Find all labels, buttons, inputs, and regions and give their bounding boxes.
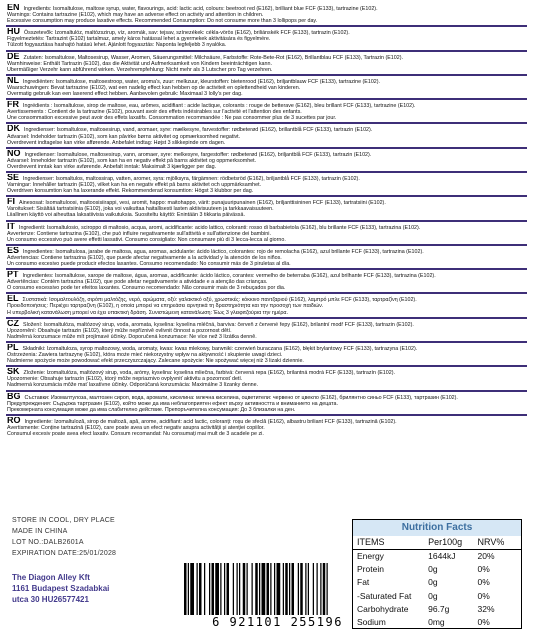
ingredients-text: Предупреждения: Съдържа тартразин (E102), който може да има неблагоприятен ефект върху активността и вниманието на децата.	[7, 400, 338, 407]
barcode-bar	[267, 563, 270, 615]
barcode-bar	[262, 563, 266, 615]
ingredients-text: Übermäßiger Verzehr kann abführend wirken. Verzehrempfehlung: Nicht mehr als 3 Lutscher pro Tag verzehren.	[7, 66, 273, 73]
language-code: RO	[7, 416, 21, 425]
language-code: SE	[7, 173, 20, 182]
barcode-bar	[190, 563, 194, 615]
ingredients-text: Ingrediente: Izomaltuloză, sirop de maltoză, apă, arome, acidifiant: acid lactic, coloranți: roșu de sfeclă (E162), albastru briliant FCF (E133), tartrazină (E102).	[24, 418, 397, 425]
ingredients-text: Složení: Isomaltulóza, maltózový sirup, voda, aromata, kyselina: kyselina mléčná, barviva: červeň z červené řepy (E162), brilantní modř FCF (E133), tartrazin (E102).	[23, 321, 414, 328]
country-of-origin: MADE IN CHINA	[12, 528, 68, 535]
language-code: SK	[7, 368, 20, 377]
barcode-bar	[243, 563, 246, 615]
ingredients-block-es	[6, 246, 527, 270]
language-code: EN	[7, 4, 20, 12]
ingredients-text: Excessive consumption may produce laxative effects. Recommended Consumption: Do not consume more than 3 lollipops per day.	[7, 18, 318, 25]
nutrition-header-nrv: NRV%	[477, 537, 505, 547]
language-code: CZ	[7, 319, 19, 328]
expiration-date: EXPIRATION DATE:25/01/2028	[12, 550, 117, 557]
barcode-bar	[239, 563, 240, 615]
nutrition-row	[353, 603, 521, 616]
ingredients-text: Waarschuwingen: Bevat tartrazine (E102), wat een nadelig effect kan hebben op de activiteit en oplettendheid van kinderen.	[7, 84, 301, 91]
barcode-bar	[199, 563, 202, 615]
barcode-bar	[327, 563, 328, 619]
ingredients-block-fi	[6, 197, 527, 221]
ingredients-text: Nadmerná konzumácia môže mať laxatívne účinky. Odporúčaná konzumácia: Maximálne 3 lízanky denne.	[7, 382, 259, 389]
ingredients-text: Η υπερβολική κατανάλωση μπορεί να έχει υπακτική δράση. Συνιστώμενη κατανάλωση: Έως 3 γλειφιτζούρια την ημέρα.	[7, 309, 288, 316]
ingredients-text: Ingredientes: Isomaltulose, xarope de maltose, água, aromas, acidificante: ácido láctico, corantes: vermelho de beterraba (E162), azul brilhante FCF (E133), tartrazina (E102).	[22, 273, 436, 280]
lot-number: LOT NO.:DALB2601A	[12, 539, 84, 546]
ingredients-block-de	[6, 52, 527, 76]
company-info	[12, 572, 172, 605]
ingredients-text: Ingredienser: Isomaltulos, maltossirap, vatten, aromer, syra: mjölksyra, färgämnen: rödbetsröd (E162), briljantblå FCF (E133), tartrazin (E102).	[23, 175, 360, 182]
ingredients-text: Συστατικά: Ισομαλτουλόζη, σιρόπι μαλτόζης, νερό, αρώματα, οξύ: γαλακτικό οξύ, χρωστικές: κόκκινο παντζαριού (E162), λαμπρό μπλε FCF (E133), ταρτραζίνη (E102).	[22, 297, 417, 304]
nutrition-row	[353, 563, 521, 576]
ingredients-text: Liiallinen käyttö voi aiheuttaa laksatiivisia vaikutuksia. Suositeltu käyttö: Enintään 3 tikkaria päivässä.	[7, 212, 245, 219]
ingredients-text: Zloženie: Izomaltulóza, maltózový sirup, voda, arómy, kyselina: kyselina mliečna, farbivá: červená repa (E162), brilantná modrá FCF (E133), tartrazín (E102).	[23, 370, 395, 377]
language-code: FR	[7, 101, 19, 110]
storage-instruction: STORE IN COOL, DRY PLACE	[12, 517, 115, 524]
ingredients-line	[7, 125, 525, 133]
barcode-bar	[220, 563, 221, 615]
barcode-bar	[285, 563, 288, 615]
nutrition-header-per100g: Per100g	[428, 537, 463, 547]
ingredients-text: Advertências: Contém tartrazina (E102), que pode afetar negativamente a atividade e a atenção das crianças.	[7, 279, 268, 286]
ingredients-text: Avertissements : Contient de la tartrazine (E102), pouvant avoir des effets indésirables sur l'activité et l'attention des enfants.	[7, 109, 302, 116]
language-code: ES	[7, 246, 20, 255]
barcode-bar	[197, 563, 198, 615]
language-code: FI	[7, 198, 15, 207]
nutrition-row	[353, 550, 521, 563]
ingredients-text: Ingredienti: Isomaltulosio, sciroppo di maltosio, acqua, aromi, acidificante: acido lattico, coloranti: rosso di barbabietola (E162), blu brillante FCF (E133), tartrazina (E102).	[19, 224, 421, 231]
ingredients-text: Ingredienser: Isomaltulose, maltosesirup, vand, aromaer, syre: mælkesyre, farvestoffer: rødbeterød (E162), brillantblå FCF (E133), tartrazin (E102).	[24, 127, 373, 134]
ingredients-text: Nadmierne spożycie może powodować efekt przeczyszczający. Zalecane spożycie: Nie spożywać więcej niż 3 lizaki dziennie.	[7, 358, 304, 365]
ingredients-line	[7, 150, 525, 158]
ingredients-line	[7, 91, 525, 97]
barcode-bar	[283, 563, 284, 615]
ingredients-text: Ainesosat: Isomaltuloosi, maltoosisiirappi, vesi, aromit, happo: maitohappo, värit: punajuuripunainen (E162), briljanttisininen FCF (E133), tartratsiini (E102).	[19, 200, 386, 207]
barcode-bar	[270, 563, 271, 615]
nutrition-per100g: 0mg	[428, 616, 445, 627]
ingredients-line	[7, 67, 525, 73]
ingredients-text: Összetevők: Izomaltulóz, maltózszirup, víz, aromák, sav: tejsav, színezékek: cékla-vörös (E162), briliánskék FCF (E133), tartrazin (E102).	[24, 30, 350, 37]
ingredients-text: Overdrevent indtagelse kan virke afførende. Anbefalet indtag: Højst 3 slikkepinde om dagen.	[7, 139, 226, 146]
ingredients-text: Προειδοποιήσεις: Περιέχει ταρτραζίνη (E102), η οποία μπορεί να επηρεάσει αρνητικά τη δραστηριότητα και την προσοχή των παιδιών.	[7, 303, 324, 310]
ingredients-text: Advarsel: Inneholder tartrazin (E102), som kan ha en negativ effekt på barns aktivitet og oppmerksomhet.	[7, 157, 257, 164]
language-code: DK	[7, 125, 20, 134]
ingredients-line	[7, 431, 525, 437]
ingredients-block-it	[6, 222, 527, 246]
ingredients-line	[7, 188, 525, 194]
nutrition-nrv: 20%	[477, 551, 495, 561]
ingredients-panel	[6, 3, 527, 501]
nutrition-rows	[353, 550, 521, 629]
nutrition-row	[353, 616, 521, 629]
ingredients-block-en	[6, 3, 527, 27]
ingredients-line	[7, 101, 525, 109]
ingredients-text: Consumul excesiv poate avea efect laxativ. Consum recomandat: Nu consumați mai mult de 3 acadele pe zi.	[7, 430, 264, 437]
ingredients-text: Ingredienser: Isomaltulose, maltosesirup, vann, aromaer, syre: melkesyre, fargestoffer: rødbeterød (E162), briljantblå FCF (E133), tartrazin (E102).	[24, 151, 372, 158]
nutrition-item: Carbohydrate	[357, 603, 409, 614]
ingredients-text: Un consumo excesivo puede producir efectos laxantes. Consumo recomendado: No consumir más de 3 piruletas al día.	[7, 261, 291, 267]
ingredients-line	[7, 28, 525, 36]
nutrition-per100g: 96.7g	[428, 603, 450, 614]
ingredients-text: Nadměrná konzumace může mít projímavé účinky. Doporučená konzumace: Ne více než 3 lízátka denně.	[7, 333, 257, 340]
nutrition-nrv: 0%	[477, 564, 490, 575]
ingredients-line	[7, 295, 525, 303]
barcode-bar	[212, 563, 215, 615]
ingredients-text: Ingrédients : Isomaltulose, sirop de maltose, eau, arômes, acidifiant : acide lactique, colorants : rouge de betterave (E162), bleu brillant FCF (E133), tartrazine (E102).	[23, 103, 416, 110]
language-code: PT	[7, 271, 19, 280]
language-code: PL	[7, 343, 19, 352]
nutrition-per100g: 1644kJ	[428, 551, 456, 561]
ingredients-text: Ostrzeżenia: Zawiera tartrazynę (E102), która może mieć niekorzystny wpływ na aktywność i skupienie uwagi dzieci.	[7, 352, 283, 359]
nutrition-item: Protein	[357, 564, 384, 575]
company-address-line1: 1161 Budapest Szadabkai	[12, 584, 110, 593]
ingredients-line	[7, 212, 525, 218]
ingredients-text: Ingredients: Isomaltulose, maltose syrup, water, flavourings, acid: lactic acid, colours: beetroot red (E162), brilliant blue FCF (E133), tartrazine (E102).	[23, 6, 378, 12]
barcode-bar	[320, 563, 321, 615]
barcode-bar	[247, 563, 248, 615]
ingredients-line	[7, 115, 525, 121]
ingredients-line	[7, 417, 525, 425]
ingredients-text: Överdriven konsumtion kan ha laxerande effekt. Rekommenderad konsumtion: Högst 3 klubbor per dag.	[7, 188, 254, 195]
ingredients-block-sk	[6, 367, 527, 391]
barcode-bar	[308, 563, 309, 615]
ingredients-text: Upozornění: Obsahuje tartrazin (E102), který může nepříznivě ovlivnit činnost a pozornost dětí.	[7, 327, 232, 334]
ingredients-text: Warnhinweise: Enthält Tartrazin (E102), das die Aktivität und Aufmerksamkeit von Kindern beeinträchtigen kann.	[7, 60, 272, 67]
barcode-bar	[300, 563, 303, 615]
ingredients-line	[7, 334, 525, 340]
ingredients-text: Avertismente: Conține tartrazină (E102), care poate avea un efect negativ asupra activității și atenției copiilor.	[7, 424, 265, 431]
company-address-line2: utca 30 HU26577421	[12, 595, 89, 604]
nutrition-facts-table	[352, 519, 522, 629]
ingredients-line	[7, 198, 525, 206]
ingredients-block-no	[6, 149, 527, 173]
ingredients-line	[7, 42, 525, 48]
ingredients-block-nl	[6, 76, 527, 100]
ingredients-line	[7, 53, 525, 61]
barcode-bar	[237, 563, 238, 615]
nutrition-header-row	[353, 536, 521, 550]
barcode-bar	[277, 563, 281, 615]
nutrition-per100g: 0g	[428, 590, 438, 601]
ingredients-text: Advarsel: Indeholder tartrazin (E102), som kan påvirke børns aktivitet og opmærksomhed negativt.	[7, 133, 241, 140]
ingredients-text: Varningar: Innehåller tartrazin (E102), vilket kan ha en negativ effekt på barns aktivitet och uppmärksamhet.	[7, 182, 262, 189]
ingredients-text: Zutaten: Isomaltulose, Maltosesirup, Wasser, Aromen, Säuerungsmittel: Milchsäure, Farbstoffe: Rote-Bete-Rot (E162), Brillantblau FCF (E133), Tartrazin (E102).	[23, 54, 403, 61]
ingredients-line	[7, 174, 525, 182]
ingredients-block-fr	[6, 100, 527, 124]
ingredients-text: Warnings: Contains tartrazine (E102), which may have an adverse effect on activity and attention in children.	[7, 12, 264, 19]
ingredients-line	[7, 285, 525, 291]
ingredients-block-pt	[6, 270, 527, 294]
ingredients-text: Ingredientes: Isomaltulosa, jarabe de maltosa, agua, aromas, acidulante: ácido láctico, colorantes: rojo de remolacha (E162), azul brillante FCF (E133), tartrazina (E102).	[23, 248, 424, 255]
nutrition-row	[353, 576, 521, 589]
barcode-bar	[259, 563, 260, 619]
barcode-bar	[227, 563, 230, 615]
barcode-bar	[292, 563, 295, 615]
storage-info	[12, 515, 192, 559]
ingredients-line	[7, 164, 525, 170]
ingredients-line	[7, 393, 525, 401]
nutrition-per100g: 0g	[428, 577, 438, 588]
ingredients-text: Ingrediënten: Isomaltulose, maltosestroop, water, aroma's, zuur: melkzuur, kleurstoffen: bietenrood (E162), briljantblauw FCF (E133), tartrazine (E102).	[23, 78, 381, 85]
nutrition-item: Fat	[357, 577, 370, 588]
barcode-bar	[252, 563, 253, 615]
nutrition-header-item: ITEMS	[357, 537, 385, 547]
ingredients-text: Overdrevent inntak kan virke avførende. Anbefalt inntak: Maksimalt 3 kjærligger per dag.	[7, 163, 217, 170]
barcode-bar	[215, 563, 219, 615]
ingredients-block-hu	[6, 27, 527, 51]
ingredients-block-dk	[6, 124, 527, 148]
ingredients-text: Túlzott fogyasztása hashajtó hatású lehet. Ajánlott fogyasztás: Naponta legfeljebb 3 nyalóka.	[7, 42, 227, 49]
ingredients-line	[7, 358, 525, 364]
ingredients-line	[7, 407, 525, 413]
ingredients-line	[7, 18, 525, 24]
barcode-bar	[188, 563, 189, 619]
ingredients-text: Varoitukset: Sisältää tartratsiinia (E102), joka voi vaikuttaa haitallisesti lasten aktiivisuuteen ja tarkkaavaisuuteen.	[7, 206, 274, 213]
nutrition-nrv: 0%	[477, 616, 490, 627]
ingredients-block-el	[6, 294, 527, 318]
ingredients-line	[7, 140, 525, 146]
ingredients-block-cz	[6, 319, 527, 343]
ingredients-line	[7, 223, 525, 231]
ingredients-text: Un consumo eccessivo può avere effetti lassativi. Consumo consigliato: Non consumare più di 3 lecca-lecca al giorno.	[7, 236, 286, 243]
ingredients-text: Advertencias: Contiene tartrazina (E102), que puede afectar negativamente a la actividad y la atención de los niños.	[7, 254, 282, 261]
barcode-bar	[298, 563, 299, 615]
barcode-bar	[233, 563, 234, 615]
ingredients-text: Прекомерната консумация може да има слабително действие. Препоръчителна консумация: До 3 близалки на ден.	[7, 406, 296, 413]
ingredients-block-pl	[6, 343, 527, 367]
nutrition-nrv: 32%	[477, 603, 495, 614]
ingredients-line	[7, 271, 525, 279]
barcode-bar	[289, 563, 290, 615]
language-code: IT	[7, 222, 15, 231]
ingredients-line	[7, 237, 525, 243]
language-code: BG	[7, 392, 21, 401]
nutrition-nrv: 0%	[477, 577, 490, 588]
ingredients-text: Avvertenze: Contiene tartrazina (E102), che può influire negativamente sull'attività e sull'attenzione dei bambini.	[7, 230, 271, 237]
ingredients-block-bg	[6, 392, 527, 416]
ingredients-line	[7, 310, 525, 316]
barcode-bar	[313, 563, 314, 615]
ingredients-text: Съставки: Изомалтулоза, малтозен сироп, вода, аромати, киселина: млечна киселина, оцветители: червено от цвекло (E162), брилянтно синьо FCF (E133), тартразин (E102).	[24, 394, 458, 401]
barcode-digits: 6 921101 255196	[170, 615, 385, 629]
barcode-bar	[323, 563, 326, 615]
language-code: EL	[7, 295, 19, 304]
nutrition-item: Sodium	[357, 616, 386, 627]
ingredients-text: Une consommation excessive peut avoir des effets laxatifs. Consommation recommandée : Ne pas consommer plus de 3 sucettes par jour.	[7, 115, 337, 122]
barcode-bar	[274, 563, 275, 615]
ingredients-line	[7, 368, 525, 376]
company-name: The Diagon Alley Kft	[12, 573, 90, 582]
nutrition-facts-title: Nutrition Facts	[353, 520, 521, 536]
barcode-bar	[204, 563, 205, 615]
ingredients-line	[7, 4, 525, 12]
language-code: NO	[7, 149, 21, 158]
ingredients-block-se	[6, 173, 527, 197]
label-footer	[0, 503, 533, 635]
ingredients-line	[7, 247, 525, 255]
ingredients-line	[7, 320, 525, 328]
ingredients-text: O consumo excessivo pode ter efeitos laxantes. Consumo recomendado: Não consumir mais de 3 rebuçados por dia.	[7, 285, 286, 292]
ingredients-text: Figyelmeztetés: Tartrazint (E102) tartalmaz, amely káros hatással lehet a gyermekek aktivitására és figyelmére.	[7, 36, 271, 43]
language-code: DE	[7, 52, 20, 61]
ingredients-text: Składniki: Izomaltuloza, syrop maltozowy, woda, aromaty, kwas: kwas mlekowy, barwniki: czerwień buraczana (E162), błękit brylantowy FCF (E133), tartrazyna (E102).	[22, 345, 418, 352]
barcode-bar	[184, 563, 187, 619]
ingredients-block-ro	[6, 416, 527, 438]
nutrition-item: Energy	[357, 551, 384, 561]
nutrition-nrv: 0%	[477, 590, 490, 601]
barcode-bar	[209, 563, 210, 615]
ingredients-line	[7, 77, 525, 85]
nutrition-per100g: 0g	[428, 564, 438, 575]
language-code: HU	[7, 28, 20, 37]
barcode-bar	[305, 563, 306, 615]
ingredients-line	[7, 382, 525, 388]
ingredients-text: Upozornenie: Obsahuje tartrazín (E102), ktorý môže nepriaznivo ovplyvniť aktivitu a pozornosť detí.	[7, 376, 243, 383]
barcode-bar	[255, 563, 258, 615]
nutrition-row	[353, 590, 521, 603]
language-code: NL	[7, 76, 19, 85]
barcode-bar	[224, 563, 225, 615]
ingredients-line	[7, 344, 525, 352]
nutrition-item: -Saturated Fat	[357, 590, 412, 601]
barcode-bar	[317, 563, 318, 615]
ingredients-text: Overmatig gebruik kan een laxerend effect hebben. Aanbevolen gebruik: Maximaal 3 lolly's per dag.	[7, 91, 243, 98]
ingredients-line	[7, 261, 525, 267]
